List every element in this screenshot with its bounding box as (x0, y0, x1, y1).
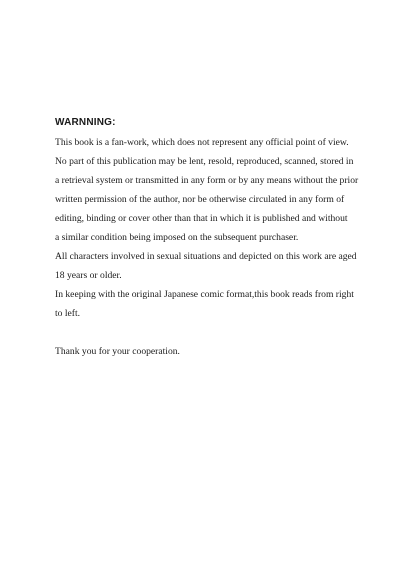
warning-heading: WARNNING: (55, 117, 116, 128)
closing-line: Thank you for your cooperation. (55, 346, 180, 357)
notice-line: to left. (55, 308, 81, 319)
notice-line: written permission of the author, nor be otherwise circulated in any form of (55, 194, 345, 205)
paragraph-gap (55, 323, 375, 342)
notice-line: No part of this publication may be lent, resold, reproduced, scanned, stored in (55, 156, 354, 167)
notice-line: In keeping with the original Japanese comic format,this book reads from right (55, 289, 354, 300)
notice-line: 18 years or older. (55, 270, 122, 281)
notice-line: This book is a fan-work, which does not represent any official point of view. (55, 137, 349, 148)
notice-line: editing, binding or cover other than that in which it is published and without (55, 213, 348, 224)
notice-line: a similar condition being imposed on the subsequent purchaser. (55, 232, 299, 243)
notice-line: a retrieval system or transmitted in any form or by any means without the prior (55, 175, 359, 186)
notice-line: All characters involved in sexual situations and depicted on this work are aged (55, 251, 357, 262)
warning-notice (55, 116, 375, 361)
